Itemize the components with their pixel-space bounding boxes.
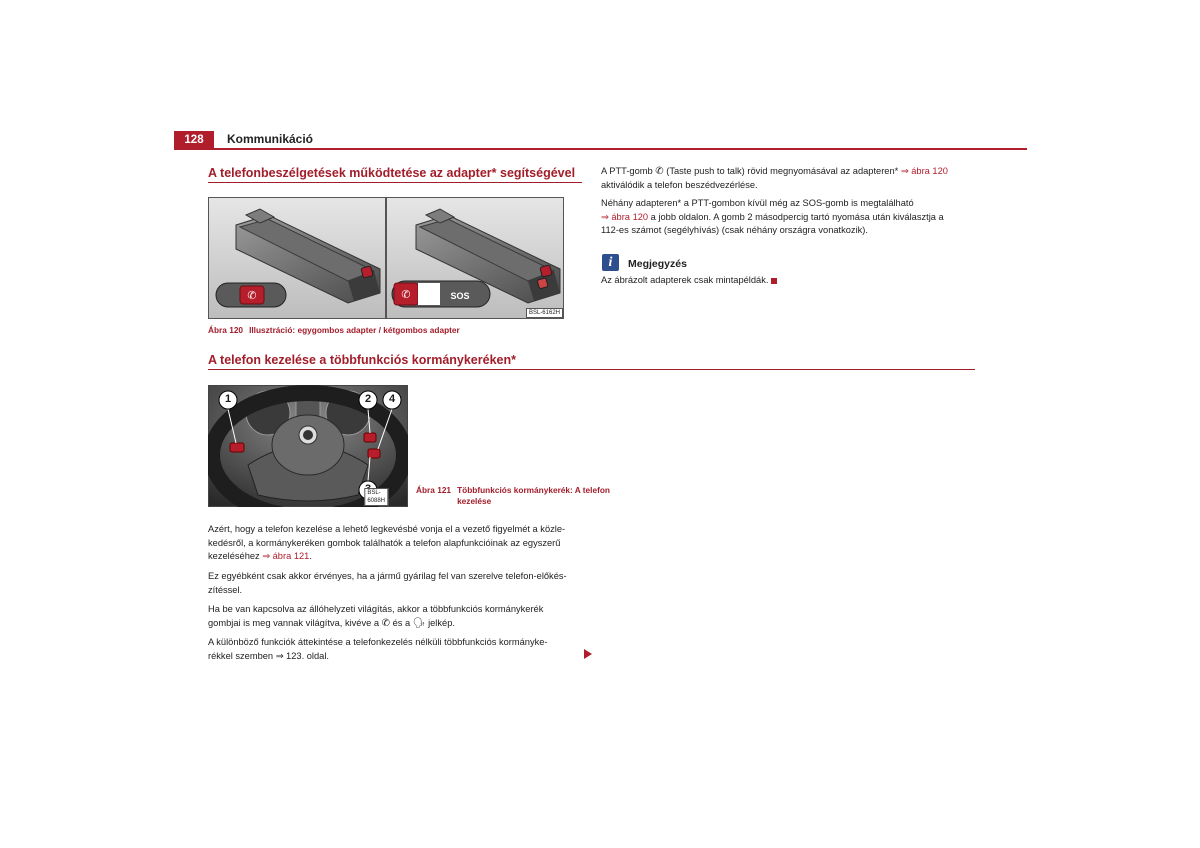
sos-button-label: SOS <box>450 291 470 301</box>
adapter-illustration <box>208 197 564 319</box>
end-of-section-icon <box>771 278 777 284</box>
text-line <box>601 165 981 179</box>
paragraph-sos <box>601 197 981 238</box>
text-segment: gombjai is meg vannak világítva, kivéve a <box>208 617 382 628</box>
callout-1: 1 <box>224 393 232 405</box>
note-text <box>601 274 777 288</box>
section-rule <box>208 182 582 183</box>
phone-handset-icon: ✆ <box>381 617 391 629</box>
text-line <box>208 617 588 631</box>
note-title: Megjegyzés <box>628 258 687 270</box>
paragraph-overview <box>208 636 588 663</box>
figure-reference-link[interactable]: ⇒ ábra 120 <box>900 166 948 176</box>
section-title-adapter: A telefonbeszélgetések működtetése az adapter* segítségével <box>208 166 576 180</box>
text-line: Ha be van kapcsolva az állóhelyzeti világítás, akkor a többfunkciós kormánykerék <box>208 604 544 614</box>
chapter-title: Kommunikáció <box>227 132 314 146</box>
text-segment: a jobb oldalon. A gomb 2 másodpercig tartó nyomása után kiválasztja a <box>648 211 944 222</box>
text-line: kedésről, a kormánykeréken gombok találhatók a telefon alapfunkcióinak az egyszerű <box>208 537 561 548</box>
text-line: Ez egyébként csak akkor érvényes, ha a jármű gyárilag fel van szerelve telefon-előkés- <box>208 571 567 581</box>
section-title-steering-wheel: A telefon kezelése a többfunkciós kormánykeréken* <box>208 353 516 367</box>
text-line: aktiválódik a telefon beszédvezérlése. <box>601 179 758 190</box>
text-segment: jelkép. <box>425 617 455 628</box>
figure-reference-link[interactable]: ⇒ ábra 120 <box>601 211 649 222</box>
ptt-sos-button-inset <box>392 281 490 307</box>
page-number: 128 <box>174 131 214 149</box>
continue-arrow-icon <box>584 649 592 659</box>
text-line: rékkel szemben ⇒ 123. oldal. <box>208 650 329 661</box>
figure-120 <box>208 197 564 319</box>
svg-text:✆: ✆ <box>247 289 257 302</box>
figure-121-caption <box>416 485 627 507</box>
ptt-phone-icon: ✆ <box>655 166 664 177</box>
text-line: zítéssel. <box>208 584 243 595</box>
figure-label: Ábra 120 <box>208 325 244 335</box>
text-line: Néhány adapteren* a PTT-gombon kívül még az SOS-gomb is megtalálható <box>601 198 914 208</box>
figure-code: BSL-6088H <box>364 488 388 506</box>
info-icon: i <box>602 254 619 271</box>
paragraph-intro <box>208 523 588 564</box>
text-segment: . <box>309 551 312 562</box>
text-segment: és a <box>390 617 413 628</box>
text-line: Azért, hogy a telefon kezelése a lehető legkevésbé vonja el a vezető figyelmét a közle- <box>208 524 566 534</box>
callout-4: 4 <box>388 393 396 405</box>
figure-121 <box>208 385 408 507</box>
text-line: 112-es számot (segélyhívás) (csak néhány országra vonatkozik). <box>601 225 868 236</box>
figure-120-caption <box>208 325 460 335</box>
text-segment: kezeléséhez <box>208 551 263 562</box>
figure-caption-text: Többfunkciós kormánykerék: A telefon kezelése <box>457 485 610 506</box>
header-rule <box>174 148 1027 150</box>
figure-code: BSL-6162H <box>526 308 563 318</box>
figure-reference-link[interactable]: ⇒ ábra 121 <box>262 551 310 562</box>
text-segment: (Taste push to talk) rövid megnyomásával az adapteren* <box>663 166 901 176</box>
text-line: A különböző funkciók áttekintése a telefonkezelés nélküli többfunkciós kormányke- <box>208 637 548 647</box>
text-line <box>208 550 588 564</box>
text-segment: A PTT-gomb <box>601 166 656 176</box>
section-rule <box>208 369 975 370</box>
note-text-content: Az ábrázolt adapterek csak mintapéldák. <box>601 275 769 285</box>
callout-2: 2 <box>364 393 372 405</box>
text-line <box>601 211 981 225</box>
paragraph-lighting <box>208 603 588 630</box>
figure-label: Ábra 121 <box>416 485 452 495</box>
figure-caption-text: Illusztráció: egygombos adapter / kétgombos adapter <box>249 325 460 335</box>
paragraph-preparation <box>208 570 588 597</box>
ptt-button-inset <box>216 283 286 307</box>
paragraph-ptt <box>601 165 981 192</box>
voice-control-icon: 🗣 <box>412 617 426 629</box>
svg-text:✆: ✆ <box>401 288 411 301</box>
